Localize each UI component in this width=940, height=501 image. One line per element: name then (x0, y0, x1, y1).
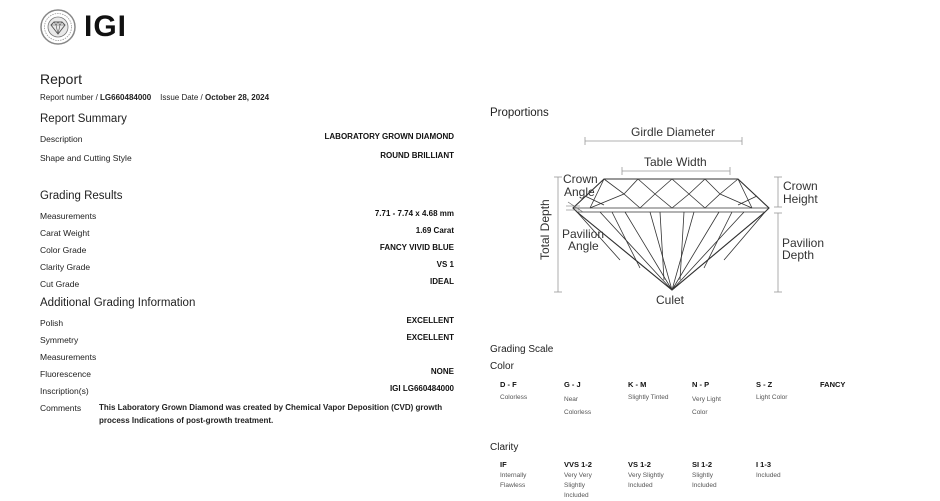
clarity-desc-if: Internally Flawless (500, 472, 527, 489)
color-desc-np: Very Light Color (692, 396, 721, 416)
clarity-heading: Clarity (490, 442, 519, 453)
color-grade-sz: S - Z (756, 380, 773, 389)
additional-value-fluorescence: NONE (430, 367, 454, 376)
summary-label-shape: Shape and Cutting Style (40, 153, 132, 163)
label-culet: Culet (656, 293, 685, 307)
summary-heading: Report Summary (40, 113, 127, 125)
grading-value-clarity: VS 1 (436, 260, 454, 269)
grading-label-cut: Cut Grade (40, 279, 80, 289)
label-table-width: Table Width (644, 155, 707, 169)
comments-label: Comments (40, 403, 82, 413)
clarity-desc-si: Slightly Included (692, 472, 717, 489)
color-grade-gj: G - J (564, 380, 581, 389)
summary-label-description: Description (40, 134, 83, 144)
additional-label-polish: Polish (40, 318, 64, 328)
grading-label-measurements: Measurements (40, 211, 97, 221)
label-crown-height-1: Crown (783, 179, 818, 193)
igi-seal-icon (40, 9, 76, 45)
additional-label-measurements: Measurements (40, 352, 97, 362)
clarity-grade-vs: VS 1-2 (628, 460, 651, 469)
grading-label-carat: Carat Weight (40, 228, 90, 238)
grading-heading: Grading Results (40, 190, 123, 202)
color-desc-gj: Near Colorless (564, 396, 592, 416)
label-crown-angle-2: Angle (564, 185, 595, 199)
additional-heading: Additional Grading Information (40, 297, 196, 309)
summary-value-description: LABORATORY GROWN DIAMOND (324, 132, 454, 141)
color-desc-km: Slightly Tinted (628, 394, 669, 401)
grading-value-measurements: 7.71 - 7.74 x 4.68 mm (374, 209, 454, 218)
clarity-grade-i: I 1-3 (756, 460, 772, 469)
grading-value-cut: IDEAL (430, 277, 454, 286)
label-pavilion-angle-1: Pavilion (562, 227, 605, 241)
report-number: LG660484000 (100, 93, 152, 102)
additional-value-inscription: IGI LG660484000 (389, 384, 454, 393)
summary-value-shape: ROUND BRILLIANT (380, 151, 454, 160)
color-grade-df: D - F (500, 380, 517, 389)
clarity-desc-i: Included (756, 472, 781, 479)
proportions-heading: Proportions (490, 107, 549, 119)
grading-label-clarity: Clarity Grade (40, 262, 91, 272)
color-grade-np: N - P (692, 380, 710, 389)
clarity-desc-vvs: Very Very Slightly Included (564, 472, 592, 499)
color-grade-fancy: FANCY (820, 380, 846, 389)
additional-label-fluorescence: Fluorescence (40, 369, 92, 379)
clarity-desc-vs: Very Slightly Included (628, 472, 664, 489)
label-crown-height-2: Height (783, 192, 818, 206)
clarity-grade-si: SI 1-2 (692, 460, 713, 469)
additional-label-inscription: Inscription(s) (40, 386, 89, 396)
report-meta (40, 93, 269, 102)
report-title: Report (40, 71, 83, 87)
clarity-grade-if: IF (500, 460, 507, 469)
label-girdle-diameter: Girdle Diameter (631, 125, 716, 139)
color-grade-km: K - M (628, 380, 647, 389)
color-desc-df: Colorless (500, 394, 528, 401)
brand-name: IGI (84, 10, 128, 43)
comments-text: This Laboratory Grown Diamond was created by Chemical Vapor Deposition (CVD) growth process Indications of post-growth treatment. (99, 403, 443, 425)
scale-heading: Grading Scale (490, 344, 554, 355)
label-pavilion-depth-2: Depth (782, 248, 815, 262)
report-number-label: Report number / (40, 93, 98, 102)
additional-value-polish: EXCELLENT (406, 316, 454, 325)
diamond-proportions-diagram (530, 122, 840, 312)
grading-value-color: FANCY VIVID BLUE (379, 243, 454, 252)
label-pavilion-depth-1: Pavilion (782, 236, 825, 250)
label-pavilion-angle-2: Angle (568, 239, 599, 253)
additional-value-symmetry: EXCELLENT (406, 333, 454, 342)
color-heading: Color (490, 361, 514, 372)
label-crown-angle-1: Crown (563, 172, 598, 186)
clarity-grade-vvs: VVS 1-2 (564, 460, 592, 469)
issue-date-label: Issue Date / (160, 93, 203, 102)
label-total-depth: Total Depth (538, 199, 552, 260)
color-desc-sz: Light Color (756, 394, 788, 401)
additional-label-symmetry: Symmetry (40, 335, 79, 345)
issue-date: October 28, 2024 (205, 93, 270, 102)
grading-label-color: Color Grade (40, 245, 87, 255)
igi-logo (40, 9, 127, 45)
grading-value-carat: 1.69 Carat (415, 226, 454, 235)
